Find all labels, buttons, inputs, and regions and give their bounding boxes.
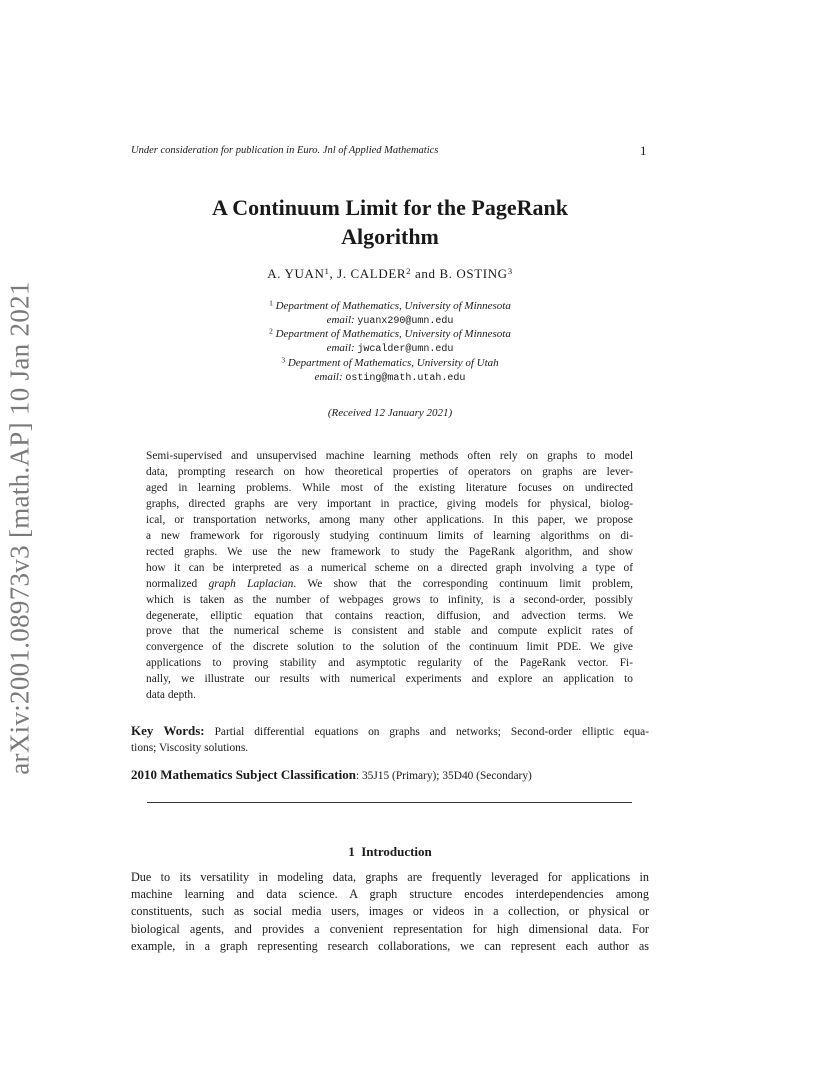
affiliation-department: Department of Mathematics, University of Minnesota	[275, 328, 511, 341]
abstract-line: graphs, directed graphs are very important in practice, giving models for physical, biolog-	[146, 497, 633, 510]
author-list	[131, 266, 649, 282]
body-line: biological agents, and provides a convenient representation for high dimensional data. For	[131, 921, 649, 936]
author-mark: 2	[406, 266, 412, 277]
paper-title	[131, 193, 649, 251]
body-line: constituents, such as social media users, images or videos in a collection, or physical or	[131, 904, 649, 919]
author-separator: ,	[329, 266, 338, 281]
abstract-line: ical, or transportation networks, among many other applications. In this paper, we propose	[146, 513, 633, 526]
email-address: jwcalder@umn.edu	[357, 344, 454, 356]
keywords-label: Key Words:	[131, 723, 205, 738]
affiliation	[131, 300, 649, 314]
title-line: A Continuum Limit for the PageRank	[212, 195, 568, 220]
keywords-block	[131, 723, 649, 756]
email-label: email:	[326, 313, 355, 326]
author-separator: and	[411, 266, 440, 281]
abstract-line: data depth.	[146, 689, 196, 702]
running-head: Under consideration for publication in Euro. Jnl of Applied Mathematics	[131, 145, 439, 156]
affiliation	[131, 328, 649, 342]
affiliation-email-line	[131, 314, 649, 329]
author-name: B. OSTING	[439, 266, 508, 281]
body-line: machine learning and data science. A graph structure encodes interdependencies among	[131, 887, 649, 902]
affiliation-list	[131, 300, 649, 385]
section-heading: 1 Introduction	[348, 844, 432, 859]
email-label: email:	[314, 370, 343, 383]
abstract-line: aged in learning problems. While most of the existing literature focuses on undirected	[146, 481, 633, 494]
affiliation-mark: 2	[269, 327, 273, 337]
abstract-line: rected graphs. We use the new framework to study the PageRank algorithm, and show	[146, 545, 633, 558]
received-text: (Received 12 January 2021)	[327, 407, 453, 419]
author-name: J. CALDER	[337, 266, 407, 281]
abstract-line: which is taken as the number of webpages grows to infinity, is a second-order, possibly	[146, 593, 633, 606]
received-date	[131, 407, 649, 419]
body-line: example, in a graph representing research collaborations, we can represent each author as	[131, 938, 649, 953]
abstract-line: how it can be interpreted as a numerical scheme on a directed graph involving a type of	[146, 561, 633, 574]
abstract-line: normalized graph Laplacian. We show that the corresponding continuum limit problem,	[146, 577, 633, 590]
email-address: osting@math.utah.edu	[345, 372, 466, 384]
page-number: 1	[640, 143, 647, 158]
body-line: Due to its versatility in modeling data, graphs are frequently leveraged for applications in	[131, 870, 649, 884]
abstract	[146, 449, 633, 704]
abstract-line: Semi-supervised and unsupervised machine learning methods often rely on graphs to model	[146, 450, 633, 462]
author-mark: 3	[507, 266, 513, 277]
introduction-body	[131, 869, 649, 955]
abstract-line: prove that the numerical scheme is consistent and stable and compute explicit rates of	[146, 625, 633, 638]
keywords-text: tions; Viscosity solutions.	[131, 741, 249, 754]
abstract-line: applications to proving stability and asymptotic regularity of the PageRank vector. Fi-	[146, 657, 633, 670]
affiliation-mark: 1	[269, 298, 273, 308]
affiliation-mark: 3	[281, 355, 286, 365]
arxiv-identifier-text: arXiv:2001.08973v3 [math.AP] 10 Jan 2021	[4, 281, 35, 775]
abstract-line: a new framework for rigorously studying continuum limits of learning algorithms on di-	[146, 529, 633, 542]
email-address: yuanx290@umn.edu	[357, 315, 454, 327]
author-name: A. YUAN	[267, 266, 325, 281]
abstract-line: nally, we illustrate our results with numerical experiments and explore an application to	[146, 673, 633, 686]
msc-codes: : 35J15 (Primary); 35D40 (Secondary)	[355, 770, 532, 782]
abstract-line: convergence of the discrete solution to the solution of the continuum limit PDE. We give	[146, 641, 633, 654]
section-divider	[147, 802, 632, 803]
keywords-text: Partial differential equations on graphs and networks; Second-order elliptic equa-	[214, 726, 649, 738]
abstract-line: degenerate, elliptic equation that contains reaction, diffusion, and advection terms. We	[146, 609, 633, 622]
msc-classification	[131, 767, 532, 783]
affiliation	[131, 357, 649, 371]
abstract-line: data, prompting research on how theoretical properties of operators on graphs are lever-	[146, 465, 633, 478]
author-mark: 1	[324, 266, 330, 277]
affiliation-email-line	[131, 342, 649, 357]
email-label: email:	[326, 342, 355, 355]
affiliation-email-line	[131, 371, 649, 386]
title-line: Algorithm	[341, 224, 439, 249]
affiliation-department: Department of Mathematics, University of Minnesota	[275, 300, 511, 312]
msc-label: 2010 Mathematics Subject Classification	[131, 767, 356, 782]
affiliation-department: Department of Mathematics, University of Utah	[287, 356, 499, 369]
